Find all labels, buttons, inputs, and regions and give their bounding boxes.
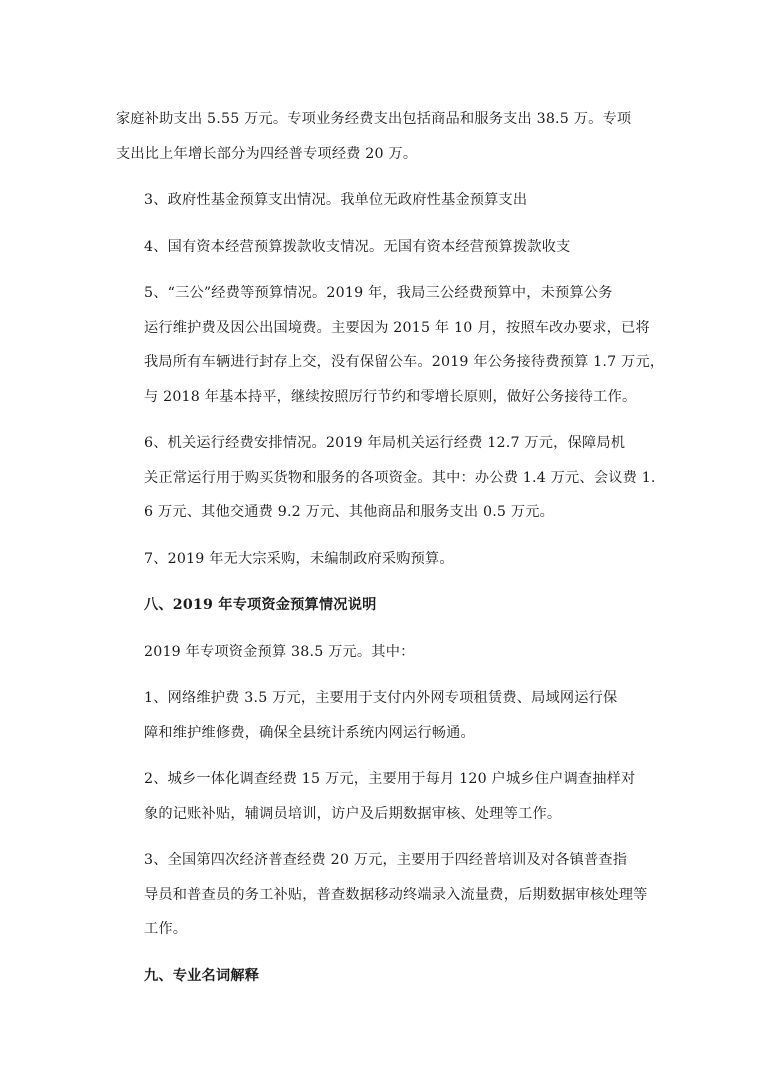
paragraph-line: 2、城乡一体化调查经费 15 万元，主要用于每月 120 户城乡住户调查抽样对 xyxy=(144,771,636,787)
body-paragraph xyxy=(116,276,665,414)
paragraph-line: 八、2019 年专项资金预算情况说明 xyxy=(144,597,377,613)
body-paragraph xyxy=(116,762,656,831)
paragraph-line: 1、网络维护费 3.5 万元，主要用于支付内外网专项租赁费、局域网运行保 xyxy=(144,690,618,706)
paragraph-line: 九、专业名词解释 xyxy=(144,967,260,984)
paragraph-line: 3、全国第四次经济普查经费 20 万元，主要用于四经普培训及对各镇普查指 xyxy=(144,852,628,868)
paragraph-line: 2019 年专项资金预算 38.5 万元。其中： xyxy=(144,643,415,660)
paragraph-line: 导员和普查员的务工补贴，普查数据移动终端录入流量费，后期数据审核处理等 xyxy=(144,886,648,903)
document-body xyxy=(116,102,665,1005)
paragraph-line: 3、政府性基金预算支出情况。我单位无政府性基金预算支出 xyxy=(144,192,528,208)
paragraph-line: 7、2019 年无大宗采购，未编制政府采购预算。 xyxy=(144,550,454,567)
body-paragraph xyxy=(116,843,656,947)
paragraph-line: 5、“三公”经费等预算情况。2019 年，我局三公经费预算中，未预算公务 xyxy=(144,285,613,301)
paragraph-line: 4、国有资本经营预算拨款收支情况。无国有资本经营预算拨款收支 xyxy=(144,238,571,255)
paragraph-line: 象的记账补贴，辅调员培训，访户及后期数据审核、处理等工作。 xyxy=(144,805,562,822)
body-paragraph xyxy=(116,183,656,218)
paragraph-line: 家庭补助支出 5.55 万元。专项业务经费支出包括商品和服务支出 38.5 万。专项 xyxy=(116,111,632,127)
body-paragraph xyxy=(116,681,656,750)
body-paragraph xyxy=(116,102,656,171)
paragraph-line: 关正常运行用于购买货物和服务的各项资金。其中：办公费 1.4 万元、会议费 1. xyxy=(144,469,656,486)
paragraph-line: 与 2018 年基本持平，继续按照厉行节约和零增长原则，做好公务接待工作。 xyxy=(144,388,637,405)
paragraph-line: 工作。 xyxy=(144,921,188,937)
body-paragraph xyxy=(116,426,656,530)
paragraph-line: 支出比上年增长部分为四经普专项经费 20 万。 xyxy=(116,145,418,162)
paragraph-line: 6、机关运行经费安排情况。2019 年局机关运行经费 12.7 万元，保障局机 xyxy=(144,435,626,451)
section-heading xyxy=(116,959,656,994)
body-paragraph xyxy=(116,230,656,265)
paragraph-line: 6 万元、其他交通费 9.2 万元、其他商品和服务支出 0.5 万元。 xyxy=(144,504,555,520)
paragraph-line: 我局所有车辆进行封存上交，没有保留公车。2019 年公务接待费预算 1.7 万元， xyxy=(144,354,665,370)
body-paragraph xyxy=(116,542,656,577)
paragraph-line: 障和维护维修费，确保全县统计系统内网运行畅通。 xyxy=(144,724,475,741)
body-paragraph xyxy=(116,635,656,670)
paragraph-line: 运行维护费及因公出国境费。主要因为 2015 年 10 月，按照车改办要求，已将 xyxy=(144,319,650,336)
section-heading xyxy=(116,588,656,623)
